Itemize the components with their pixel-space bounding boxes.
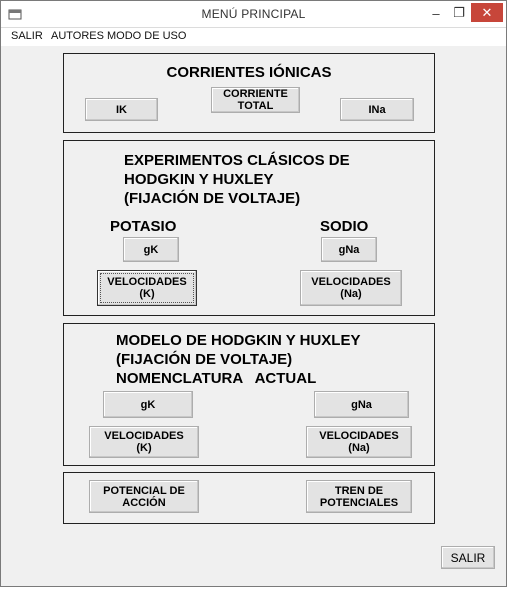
menu-item-modo-de-uso[interactable]: MODO DE USO [107,30,187,42]
exp-gna-button[interactable]: gNa [321,237,377,262]
salir-button[interactable]: SALIR [441,546,495,569]
potencial-de-accion-button[interactable]: POTENCIAL DE ACCIÓN [89,480,199,513]
sodio-label: SODIO [320,218,369,235]
exp-gk-button[interactable]: gK [123,237,179,262]
menu-bar [1,28,506,46]
modelo-gna-button[interactable]: gNa [314,391,409,418]
menu-item-autores[interactable]: AUTORES [51,30,104,42]
maximize-button[interactable]: ❐ [453,5,465,20]
ik-button[interactable]: IK [85,98,158,121]
tren-de-potenciales-button[interactable]: TREN DE POTENCIALES [306,480,412,513]
modelo-gk-button[interactable]: gK [103,391,193,418]
exp-velocidades-na-button[interactable]: VELOCIDADES (Na) [300,270,402,306]
close-button[interactable]: ✕ [471,3,503,22]
experimentos-panel [63,140,435,316]
corrientes-panel [63,53,435,133]
modelo-panel [63,323,435,466]
modelo-title: MODELO DE HODGKIN Y HUXLEY (FIJACIÓN DE VOLTAJE) NOMENCLATURA ACTUAL [116,332,361,387]
corrientes-title: CORRIENTES IÓNICAS [166,64,332,81]
experimentos-title: EXPERIMENTOS CLÁSICOS DE HODGKIN Y HUXLEY (FIJACIÓN DE VOLTAJE) [124,152,350,207]
ina-button[interactable]: INa [340,98,414,121]
menu-item-salir[interactable]: SALIR [11,30,43,42]
potenciales-panel [63,472,435,524]
modelo-velocidades-k-button[interactable]: VELOCIDADES (K) [89,426,199,458]
window-title: MENÚ PRINCIPAL [201,7,306,21]
minimize-button[interactable]: – [432,5,440,21]
title-bar [1,1,506,28]
modelo-velocidades-na-button[interactable]: VELOCIDADES (Na) [306,426,412,458]
exp-velocidades-k-button[interactable]: VELOCIDADES (K) [97,270,197,306]
potasio-label: POTASIO [110,218,177,235]
corriente-total-button[interactable]: CORRIENTE TOTAL [211,87,300,113]
